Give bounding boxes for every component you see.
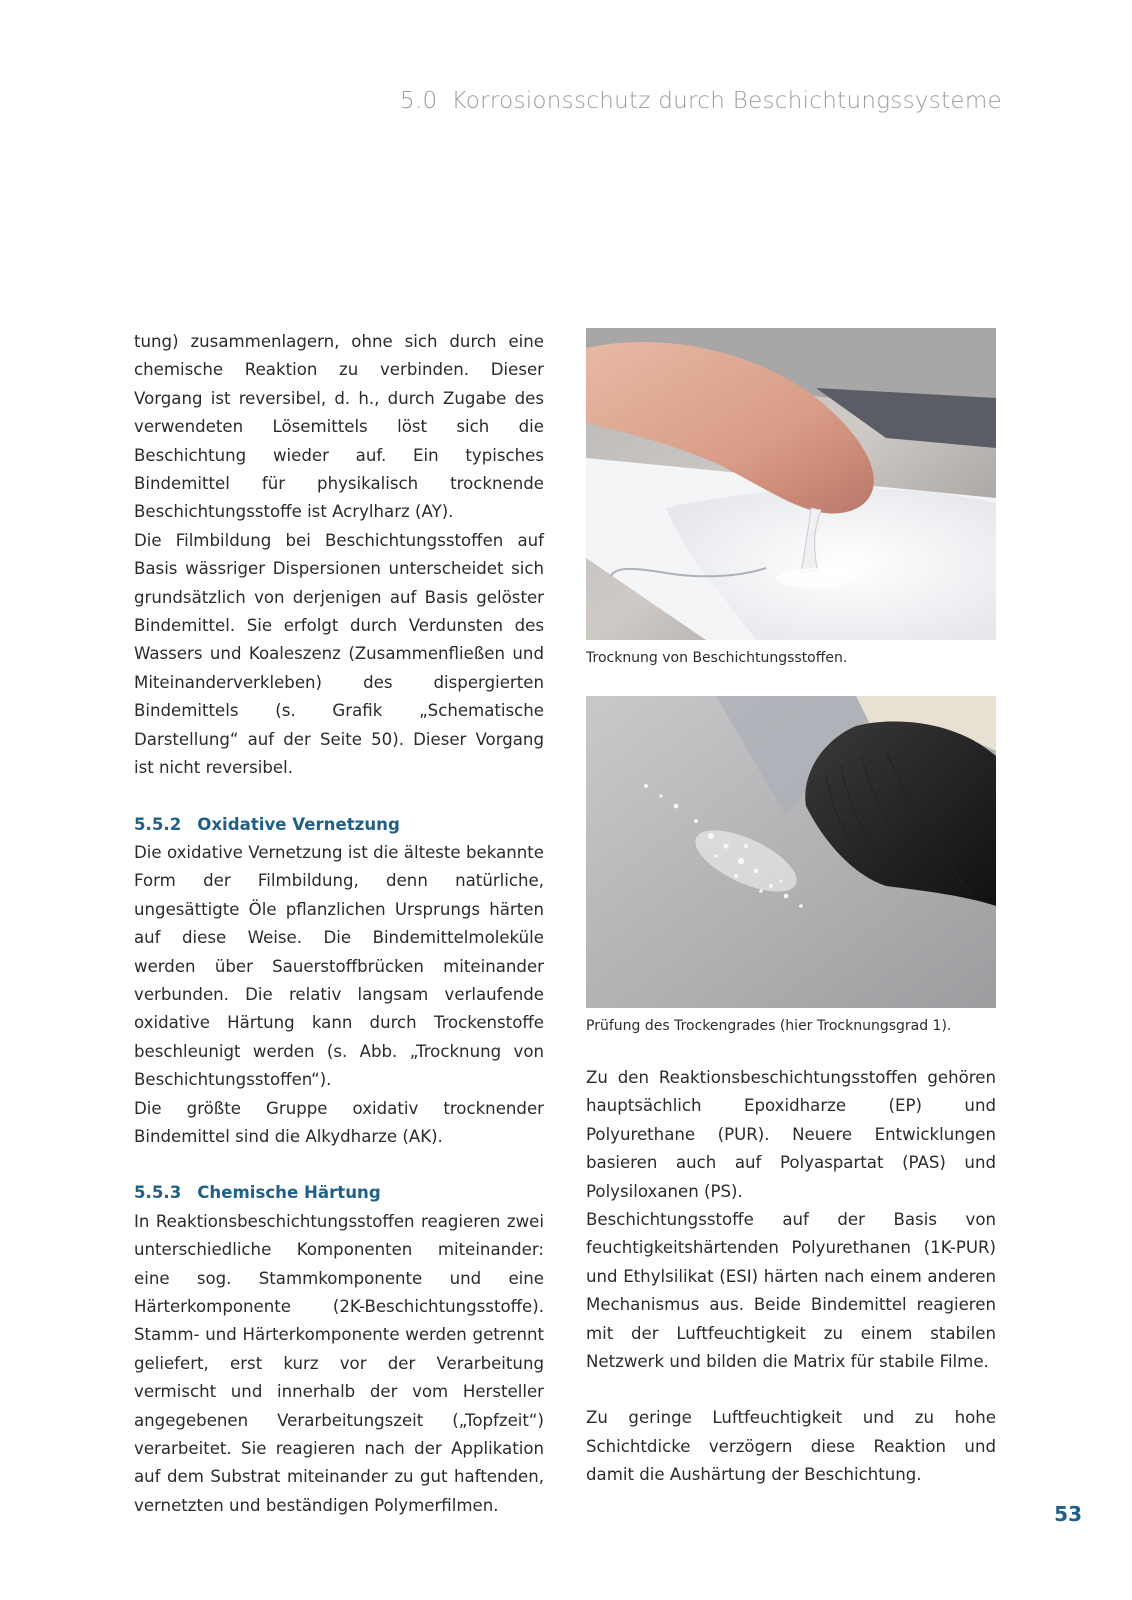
- photo-brush-dryness-test: [586, 696, 996, 1008]
- paragraph-dispersion-film-formation: Die Filmbildung bei Beschichtungsstoffen auf Basis wässriger Dispersionen unterscheidet sich grundsätzlich von derjenigen auf Basis gelöster Bindemittel. Sie erfolgt durch Verdunsten des Wassers und Koaleszenz (Zusammenfließen und Miteinanderverkleben) des dispergierten Bindemittels (s. Grafik „Schematische Darstellung“ auf der Seite 50). Dieser Vorgang ist nicht reversibel.: [134, 530, 544, 778]
- figure-drying: [586, 328, 996, 668]
- paragraph-humidity-thickness: Zu geringe Luftfeuchtigkeit und zu hohe Schichtdicke verzögern diese Reaktion und damit die Aushärtung der Beschichtung.: [586, 1408, 996, 1485]
- paragraph-oxidative-2: Die größte Gruppe oxidativ trocknender Bindemittel sind die Alkydharze (AK).: [134, 1098, 544, 1146]
- paragraph-chemical-curing: In Reaktionsbeschichtungsstoffen reagieren zwei unterschiedliche Komponenten miteinander: eine sog. Stammkomponente und eine Härterkomponente (2K-Beschichtungsstoffe). Stamm- und Härterkomponente werden getrennt geliefert, erst kurz vor der Verarbeitung vermischt und innerhalb der vom Hersteller angegebenen Verarbeitungszeit („Topfzeit“) verarbeitet. Sie reagieren nach der Applikation auf dem Substrat miteinander zu gut haftenden, vernetzten und beständigen Polymerfilmen.: [134, 1211, 544, 1515]
- left-column: [134, 328, 544, 1520]
- figure-dryness-test: [586, 696, 996, 1036]
- heading-title: Oxidative Vernetzung: [197, 814, 400, 834]
- running-header: [400, 88, 1002, 114]
- header-section-title: Korrosionsschutz durch Beschichtungssysteme: [451, 88, 1002, 114]
- figure-caption: Prüfung des Trockengrades (hier Trocknungsgrad 1).: [586, 1018, 952, 1034]
- right-text: [586, 1064, 996, 1490]
- paragraph-oxidative-1: Die oxidative Vernetzung ist die älteste bekannte Form der Filmbildung, denn natürliche, ungesättigte Öle pflanzlichen Ursprungs härten auf diese Weise. Die Bindemittelmoleküle werden über Sauerstoffbrücken miteinander verbunden. Die relativ langsam verlaufende oxidative Härtung kann durch Trockenstoffe beschleunigt werden (s. Abb. „Trocknung von Beschichtungsstoffen“).: [134, 842, 544, 1090]
- heading-oxidative-crosslinking: [134, 811, 544, 839]
- paragraph-reaction-coatings: Zu den Reaktionsbeschichtungsstoffen gehören hauptsächlich Epoxidharze (EP) und Polyurethane (PUR). Neuere Entwicklungen basieren auch auf Polyaspartat (PAS) und Polysiloxanen (PS).: [586, 1068, 996, 1201]
- heading-number: 5.5.2: [134, 814, 182, 834]
- heading-number: 5.5.3: [134, 1183, 182, 1203]
- heading-title: Chemische Härtung: [197, 1183, 381, 1203]
- header-section-number: 5.0: [399, 88, 438, 114]
- right-column: [586, 328, 996, 1490]
- figure-caption: Trocknung von Beschichtungsstoffen.: [586, 650, 848, 666]
- photo-finger-drying-test: [586, 328, 996, 640]
- heading-chemical-curing: [134, 1179, 544, 1207]
- paragraph-moisture-curing: Beschichtungsstoffe auf der Basis von feuchtigkeitshärtenden Polyurethanen (1K-PUR) und Ethylsilikat (ESI) härten nach einem anderen Mechanismus aus. Beide Bindemittel reagieren mit der Luftfeuchtigkeit zu einem stabilen Netzwerk und bilden die Matrix für stabile Filme.: [586, 1210, 996, 1372]
- paragraph-physical-drying: tung) zusammenlagern, ohne sich durch eine chemische Reaktion zu verbinden. Dieser Vorgang ist reversibel, d. h., durch Zugabe des verwendeten Lösemittels löst sich die Beschichtung wieder auf. Ein typisches Bindemittel für physikalisch trocknende Beschichtungsstoffe ist Acrylharz (AY).: [134, 332, 544, 522]
- page-number: 53: [1054, 1502, 1082, 1526]
